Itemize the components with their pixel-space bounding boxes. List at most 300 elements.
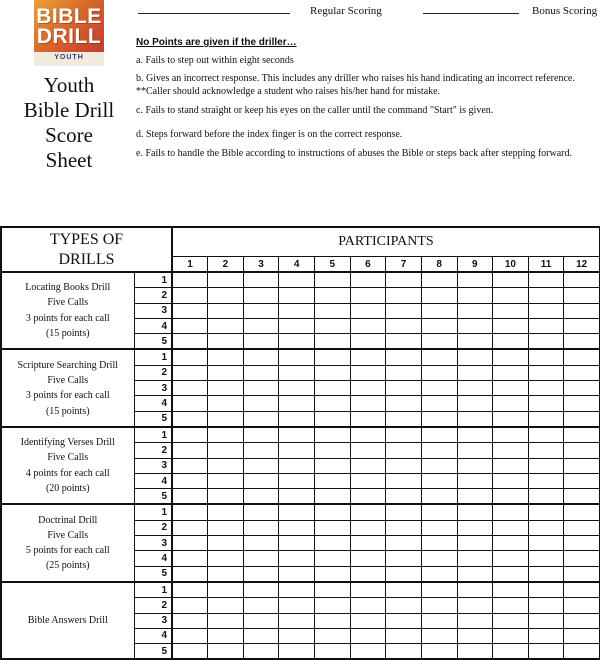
score-cell[interactable] — [172, 427, 208, 443]
score-cell[interactable] — [528, 613, 564, 628]
score-cell[interactable] — [564, 427, 600, 443]
score-cell[interactable] — [528, 644, 564, 660]
score-cell[interactable] — [243, 536, 279, 551]
score-cell[interactable] — [528, 536, 564, 551]
score-cell[interactable] — [279, 396, 315, 411]
score-cell[interactable] — [279, 582, 315, 598]
score-cell[interactable] — [421, 411, 457, 427]
score-cell[interactable] — [421, 489, 457, 505]
score-cell[interactable] — [386, 272, 422, 288]
score-cell[interactable] — [493, 318, 529, 333]
score-cell[interactable] — [315, 551, 351, 566]
score-cell[interactable] — [457, 427, 493, 443]
score-cell[interactable] — [279, 272, 315, 288]
score-cell[interactable] — [386, 598, 422, 613]
score-cell[interactable] — [172, 303, 208, 318]
score-cell[interactable] — [564, 334, 600, 350]
score-cell[interactable] — [457, 365, 493, 380]
score-cell[interactable] — [386, 613, 422, 628]
score-cell[interactable] — [564, 365, 600, 380]
score-cell[interactable] — [350, 458, 386, 473]
score-cell[interactable] — [172, 582, 208, 598]
score-cell[interactable] — [564, 458, 600, 473]
score-cell[interactable] — [457, 334, 493, 350]
score-cell[interactable] — [315, 443, 351, 458]
score-cell[interactable] — [386, 318, 422, 333]
score-cell[interactable] — [243, 489, 279, 505]
score-cell[interactable] — [172, 396, 208, 411]
score-cell[interactable] — [493, 381, 529, 396]
score-cell[interactable] — [457, 504, 493, 520]
score-cell[interactable] — [172, 628, 208, 643]
score-cell[interactable] — [279, 318, 315, 333]
score-cell[interactable] — [172, 349, 208, 365]
score-cell[interactable] — [457, 303, 493, 318]
score-cell[interactable] — [208, 551, 244, 566]
score-cell[interactable] — [315, 272, 351, 288]
score-cell[interactable] — [421, 613, 457, 628]
score-cell[interactable] — [386, 381, 422, 396]
score-cell[interactable] — [528, 396, 564, 411]
score-cell[interactable] — [315, 536, 351, 551]
score-cell[interactable] — [564, 613, 600, 628]
score-cell[interactable] — [386, 443, 422, 458]
score-cell[interactable] — [528, 411, 564, 427]
score-cell[interactable] — [386, 536, 422, 551]
score-cell[interactable] — [564, 628, 600, 643]
score-cell[interactable] — [350, 613, 386, 628]
score-cell[interactable] — [528, 598, 564, 613]
score-cell[interactable] — [528, 349, 564, 365]
score-cell[interactable] — [350, 427, 386, 443]
score-cell[interactable] — [564, 489, 600, 505]
score-cell[interactable] — [528, 520, 564, 535]
score-cell[interactable] — [208, 303, 244, 318]
score-cell[interactable] — [208, 566, 244, 582]
score-cell[interactable] — [493, 349, 529, 365]
score-cell[interactable] — [457, 598, 493, 613]
score-cell[interactable] — [528, 489, 564, 505]
score-cell[interactable] — [564, 272, 600, 288]
score-cell[interactable] — [172, 318, 208, 333]
score-cell[interactable] — [528, 427, 564, 443]
score-cell[interactable] — [243, 598, 279, 613]
score-cell[interactable] — [172, 551, 208, 566]
score-cell[interactable] — [208, 381, 244, 396]
score-cell[interactable] — [243, 458, 279, 473]
score-cell[interactable] — [493, 613, 529, 628]
score-cell[interactable] — [528, 303, 564, 318]
score-cell[interactable] — [315, 628, 351, 643]
score-cell[interactable] — [243, 551, 279, 566]
score-cell[interactable] — [172, 566, 208, 582]
score-cell[interactable] — [208, 520, 244, 535]
score-cell[interactable] — [243, 381, 279, 396]
score-cell[interactable] — [457, 489, 493, 505]
score-cell[interactable] — [493, 411, 529, 427]
score-cell[interactable] — [279, 288, 315, 303]
score-cell[interactable] — [421, 349, 457, 365]
score-cell[interactable] — [564, 288, 600, 303]
score-cell[interactable] — [243, 566, 279, 582]
score-cell[interactable] — [421, 318, 457, 333]
score-cell[interactable] — [457, 458, 493, 473]
score-cell[interactable] — [279, 443, 315, 458]
score-cell[interactable] — [386, 334, 422, 350]
score-cell[interactable] — [172, 504, 208, 520]
score-cell[interactable] — [208, 288, 244, 303]
score-cell[interactable] — [528, 443, 564, 458]
score-cell[interactable] — [208, 411, 244, 427]
score-cell[interactable] — [350, 443, 386, 458]
score-cell[interactable] — [208, 473, 244, 488]
score-cell[interactable] — [315, 473, 351, 488]
score-cell[interactable] — [172, 644, 208, 660]
score-cell[interactable] — [493, 288, 529, 303]
score-cell[interactable] — [421, 520, 457, 535]
score-cell[interactable] — [243, 628, 279, 643]
score-cell[interactable] — [528, 458, 564, 473]
score-cell[interactable] — [350, 582, 386, 598]
score-cell[interactable] — [386, 303, 422, 318]
score-cell[interactable] — [493, 536, 529, 551]
score-cell[interactable] — [350, 396, 386, 411]
score-cell[interactable] — [279, 536, 315, 551]
score-cell[interactable] — [279, 489, 315, 505]
score-cell[interactable] — [315, 458, 351, 473]
score-cell[interactable] — [279, 458, 315, 473]
score-cell[interactable] — [421, 551, 457, 566]
score-cell[interactable] — [350, 272, 386, 288]
score-cell[interactable] — [528, 566, 564, 582]
score-cell[interactable] — [493, 551, 529, 566]
score-cell[interactable] — [350, 566, 386, 582]
score-cell[interactable] — [315, 349, 351, 365]
score-cell[interactable] — [564, 381, 600, 396]
score-cell[interactable] — [315, 365, 351, 380]
score-cell[interactable] — [350, 551, 386, 566]
score-cell[interactable] — [208, 582, 244, 598]
score-cell[interactable] — [564, 504, 600, 520]
score-cell[interactable] — [172, 411, 208, 427]
score-cell[interactable] — [564, 318, 600, 333]
score-cell[interactable] — [421, 644, 457, 660]
score-cell[interactable] — [421, 303, 457, 318]
score-cell[interactable] — [493, 598, 529, 613]
score-cell[interactable] — [564, 551, 600, 566]
score-cell[interactable] — [172, 272, 208, 288]
score-cell[interactable] — [243, 318, 279, 333]
score-cell[interactable] — [315, 520, 351, 535]
score-cell[interactable] — [350, 536, 386, 551]
score-cell[interactable] — [279, 365, 315, 380]
score-cell[interactable] — [421, 504, 457, 520]
score-cell[interactable] — [208, 598, 244, 613]
score-cell[interactable] — [279, 566, 315, 582]
score-cell[interactable] — [421, 334, 457, 350]
score-cell[interactable] — [315, 598, 351, 613]
score-cell[interactable] — [243, 427, 279, 443]
score-cell[interactable] — [386, 411, 422, 427]
score-cell[interactable] — [528, 334, 564, 350]
score-cell[interactable] — [421, 598, 457, 613]
score-cell[interactable] — [243, 644, 279, 660]
score-cell[interactable] — [279, 551, 315, 566]
score-cell[interactable] — [243, 504, 279, 520]
score-cell[interactable] — [493, 489, 529, 505]
score-cell[interactable] — [350, 489, 386, 505]
score-cell[interactable] — [493, 443, 529, 458]
score-cell[interactable] — [350, 365, 386, 380]
score-cell[interactable] — [243, 334, 279, 350]
score-cell[interactable] — [564, 396, 600, 411]
score-cell[interactable] — [457, 288, 493, 303]
score-cell[interactable] — [172, 334, 208, 350]
score-cell[interactable] — [350, 381, 386, 396]
score-cell[interactable] — [528, 365, 564, 380]
score-cell[interactable] — [279, 411, 315, 427]
score-cell[interactable] — [421, 365, 457, 380]
score-cell[interactable] — [172, 520, 208, 535]
score-cell[interactable] — [457, 536, 493, 551]
score-cell[interactable] — [528, 288, 564, 303]
score-cell[interactable] — [350, 349, 386, 365]
score-cell[interactable] — [350, 411, 386, 427]
score-cell[interactable] — [208, 504, 244, 520]
score-cell[interactable] — [350, 598, 386, 613]
score-cell[interactable] — [315, 644, 351, 660]
score-cell[interactable] — [279, 427, 315, 443]
score-cell[interactable] — [528, 551, 564, 566]
score-cell[interactable] — [386, 504, 422, 520]
score-cell[interactable] — [564, 303, 600, 318]
score-cell[interactable] — [421, 473, 457, 488]
score-cell[interactable] — [386, 489, 422, 505]
score-cell[interactable] — [208, 613, 244, 628]
score-cell[interactable] — [350, 334, 386, 350]
score-cell[interactable] — [528, 272, 564, 288]
score-cell[interactable] — [243, 582, 279, 598]
score-cell[interactable] — [564, 411, 600, 427]
score-cell[interactable] — [421, 381, 457, 396]
score-cell[interactable] — [243, 365, 279, 380]
score-cell[interactable] — [243, 349, 279, 365]
score-cell[interactable] — [350, 644, 386, 660]
score-cell[interactable] — [315, 334, 351, 350]
score-cell[interactable] — [243, 613, 279, 628]
score-cell[interactable] — [279, 644, 315, 660]
score-cell[interactable] — [386, 520, 422, 535]
score-cell[interactable] — [350, 288, 386, 303]
score-cell[interactable] — [457, 520, 493, 535]
score-cell[interactable] — [172, 443, 208, 458]
score-cell[interactable] — [564, 536, 600, 551]
score-cell[interactable] — [315, 489, 351, 505]
score-cell[interactable] — [172, 613, 208, 628]
score-cell[interactable] — [493, 427, 529, 443]
score-cell[interactable] — [172, 598, 208, 613]
score-cell[interactable] — [564, 644, 600, 660]
score-cell[interactable] — [172, 288, 208, 303]
score-cell[interactable] — [457, 551, 493, 566]
score-cell[interactable] — [564, 520, 600, 535]
score-cell[interactable] — [564, 566, 600, 582]
score-cell[interactable] — [493, 644, 529, 660]
score-cell[interactable] — [315, 504, 351, 520]
score-cell[interactable] — [493, 396, 529, 411]
score-cell[interactable] — [386, 396, 422, 411]
score-cell[interactable] — [279, 598, 315, 613]
score-cell[interactable] — [493, 272, 529, 288]
score-cell[interactable] — [564, 598, 600, 613]
score-cell[interactable] — [421, 536, 457, 551]
score-cell[interactable] — [243, 473, 279, 488]
score-cell[interactable] — [243, 396, 279, 411]
bonus-scoring-line[interactable] — [423, 13, 519, 14]
score-cell[interactable] — [493, 566, 529, 582]
score-cell[interactable] — [457, 396, 493, 411]
score-cell[interactable] — [421, 443, 457, 458]
score-cell[interactable] — [315, 411, 351, 427]
score-cell[interactable] — [421, 566, 457, 582]
score-cell[interactable] — [493, 520, 529, 535]
score-cell[interactable] — [528, 318, 564, 333]
score-cell[interactable] — [457, 473, 493, 488]
score-cell[interactable] — [564, 473, 600, 488]
score-cell[interactable] — [457, 411, 493, 427]
score-cell[interactable] — [421, 272, 457, 288]
score-cell[interactable] — [350, 504, 386, 520]
score-cell[interactable] — [243, 272, 279, 288]
score-cell[interactable] — [528, 628, 564, 643]
score-cell[interactable] — [350, 628, 386, 643]
score-cell[interactable] — [208, 427, 244, 443]
score-cell[interactable] — [564, 582, 600, 598]
score-cell[interactable] — [421, 458, 457, 473]
score-cell[interactable] — [457, 628, 493, 643]
score-cell[interactable] — [243, 411, 279, 427]
regular-scoring-line[interactable] — [138, 13, 290, 14]
score-cell[interactable] — [208, 396, 244, 411]
score-cell[interactable] — [243, 303, 279, 318]
score-cell[interactable] — [279, 303, 315, 318]
score-cell[interactable] — [279, 520, 315, 535]
score-cell[interactable] — [528, 582, 564, 598]
score-cell[interactable] — [172, 536, 208, 551]
score-cell[interactable] — [243, 443, 279, 458]
score-cell[interactable] — [564, 443, 600, 458]
score-cell[interactable] — [493, 504, 529, 520]
score-cell[interactable] — [279, 504, 315, 520]
score-cell[interactable] — [279, 381, 315, 396]
score-cell[interactable] — [208, 536, 244, 551]
score-cell[interactable] — [315, 582, 351, 598]
score-cell[interactable] — [493, 628, 529, 643]
score-cell[interactable] — [493, 473, 529, 488]
score-cell[interactable] — [208, 644, 244, 660]
score-cell[interactable] — [457, 582, 493, 598]
score-cell[interactable] — [208, 628, 244, 643]
score-cell[interactable] — [386, 551, 422, 566]
score-cell[interactable] — [350, 303, 386, 318]
score-cell[interactable] — [457, 443, 493, 458]
score-cell[interactable] — [457, 566, 493, 582]
score-cell[interactable] — [350, 520, 386, 535]
score-cell[interactable] — [315, 288, 351, 303]
score-cell[interactable] — [493, 365, 529, 380]
score-cell[interactable] — [386, 458, 422, 473]
score-cell[interactable] — [457, 613, 493, 628]
score-cell[interactable] — [528, 381, 564, 396]
score-cell[interactable] — [208, 365, 244, 380]
score-cell[interactable] — [457, 644, 493, 660]
score-cell[interactable] — [279, 473, 315, 488]
score-cell[interactable] — [172, 473, 208, 488]
score-cell[interactable] — [528, 473, 564, 488]
score-cell[interactable] — [208, 349, 244, 365]
score-cell[interactable] — [457, 381, 493, 396]
score-cell[interactable] — [315, 303, 351, 318]
score-cell[interactable] — [386, 628, 422, 643]
score-cell[interactable] — [208, 489, 244, 505]
score-cell[interactable] — [493, 334, 529, 350]
score-cell[interactable] — [386, 582, 422, 598]
score-cell[interactable] — [172, 365, 208, 380]
score-cell[interactable] — [386, 427, 422, 443]
score-cell[interactable] — [421, 628, 457, 643]
score-cell[interactable] — [493, 458, 529, 473]
score-cell[interactable] — [421, 396, 457, 411]
score-cell[interactable] — [457, 349, 493, 365]
score-cell[interactable] — [172, 489, 208, 505]
score-cell[interactable] — [564, 349, 600, 365]
score-cell[interactable] — [208, 443, 244, 458]
score-cell[interactable] — [279, 349, 315, 365]
score-cell[interactable] — [386, 349, 422, 365]
score-cell[interactable] — [421, 582, 457, 598]
score-cell[interactable] — [386, 365, 422, 380]
score-cell[interactable] — [386, 288, 422, 303]
score-cell[interactable] — [208, 318, 244, 333]
score-cell[interactable] — [208, 334, 244, 350]
score-cell[interactable] — [528, 504, 564, 520]
score-cell[interactable] — [279, 628, 315, 643]
score-cell[interactable] — [279, 334, 315, 350]
score-cell[interactable] — [243, 288, 279, 303]
score-cell[interactable] — [457, 272, 493, 288]
score-cell[interactable] — [208, 458, 244, 473]
score-cell[interactable] — [243, 520, 279, 535]
score-cell[interactable] — [350, 318, 386, 333]
score-cell[interactable] — [315, 427, 351, 443]
score-cell[interactable] — [386, 566, 422, 582]
score-cell[interactable] — [350, 473, 386, 488]
score-cell[interactable] — [386, 644, 422, 660]
score-cell[interactable] — [421, 427, 457, 443]
score-cell[interactable] — [279, 613, 315, 628]
score-cell[interactable] — [208, 272, 244, 288]
score-cell[interactable] — [457, 318, 493, 333]
score-cell[interactable] — [315, 613, 351, 628]
score-cell[interactable] — [386, 473, 422, 488]
score-cell[interactable] — [315, 566, 351, 582]
score-cell[interactable] — [172, 381, 208, 396]
score-cell[interactable] — [493, 303, 529, 318]
score-cell[interactable] — [315, 396, 351, 411]
score-cell[interactable] — [172, 458, 208, 473]
score-cell[interactable] — [315, 318, 351, 333]
score-cell[interactable] — [421, 288, 457, 303]
